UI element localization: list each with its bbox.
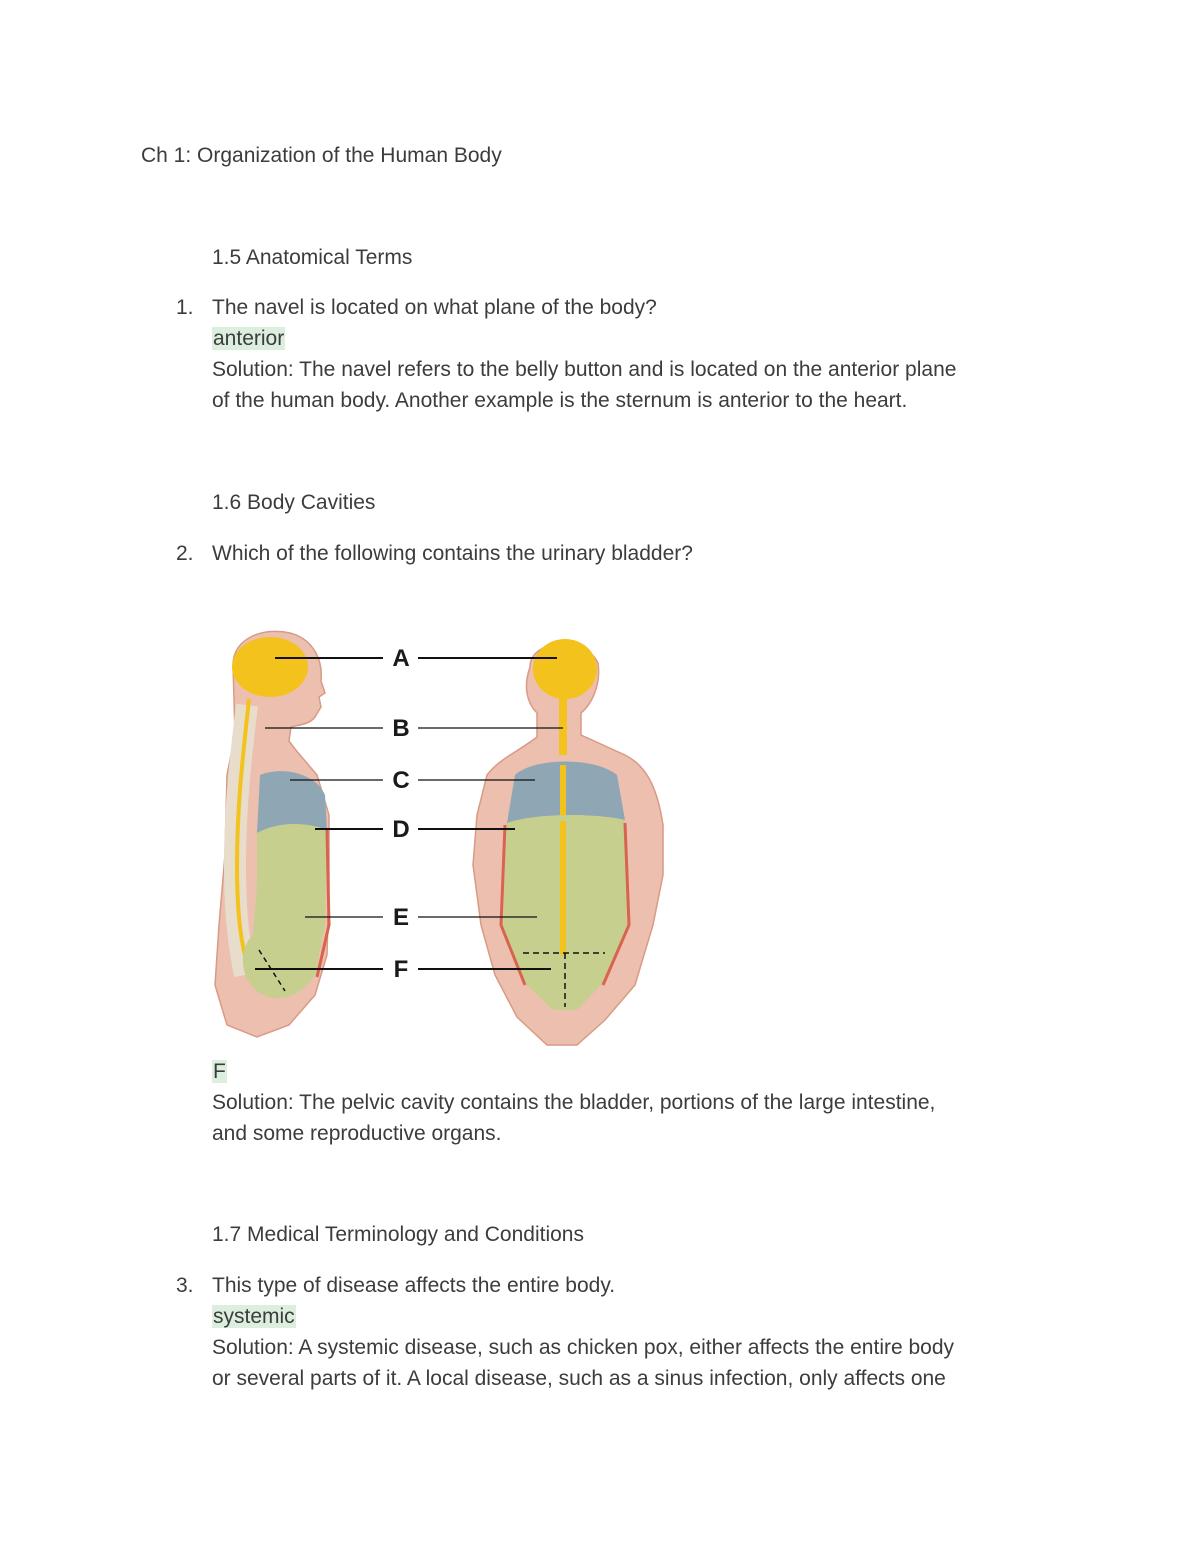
question-1-text: The navel is located on what plane of the body? xyxy=(212,296,657,319)
diagram-label-f: F xyxy=(393,956,409,983)
solution-2-line-2: and some reproductive organs. xyxy=(212,1122,502,1145)
question-2 xyxy=(212,538,1072,569)
diagram-label-d: D xyxy=(392,816,410,843)
question-3-text: This type of disease affects the entire body. xyxy=(212,1274,616,1297)
section-heading-body-cavities: 1.6 Body Cavities xyxy=(212,491,376,514)
solution-2-line-1: Solution: The pelvic cavity contains the bladder, portions of the large intestine, xyxy=(212,1091,936,1114)
diagram-label-b: B xyxy=(392,715,410,742)
document-title: Ch 1: Organization of the Human Body xyxy=(141,144,502,167)
body-cavities-diagram xyxy=(205,625,675,1050)
question-2-text: Which of the following contains the urinary bladder? xyxy=(212,542,693,565)
answer-1: anterior xyxy=(213,327,285,350)
question-number-2: 2. xyxy=(176,542,194,565)
question-number-3: 3. xyxy=(176,1274,194,1297)
answer-2-block xyxy=(212,1056,1072,1149)
question-1 xyxy=(212,292,1072,416)
question-3 xyxy=(212,1270,1072,1394)
section-heading-anatomical-terms: 1.5 Anatomical Terms xyxy=(212,246,413,269)
solution-1-line-2: of the human body. Another example is the sternum is anterior to the heart. xyxy=(212,389,908,412)
solution-3-line-2: or several parts of it. A local disease, such as a sinus infection, only affects one xyxy=(212,1367,946,1390)
question-number-1: 1. xyxy=(176,296,194,319)
diagram-label-a: A xyxy=(392,645,410,672)
diagram-label-c: C xyxy=(392,767,410,794)
solution-1-line-1: Solution: The navel refers to the belly button and is located on the anterior plane xyxy=(212,358,957,381)
diagram-label-e: E xyxy=(392,904,410,931)
anterior-body-figure xyxy=(473,639,663,1045)
lateral-body-figure xyxy=(215,631,329,1037)
answer-2: F xyxy=(213,1060,226,1083)
section-heading-medical-terminology: 1.7 Medical Terminology and Conditions xyxy=(212,1223,584,1246)
answer-3: systemic xyxy=(213,1305,295,1328)
solution-3-line-1: Solution: A systemic disease, such as chicken pox, either affects the entire body xyxy=(212,1336,955,1359)
